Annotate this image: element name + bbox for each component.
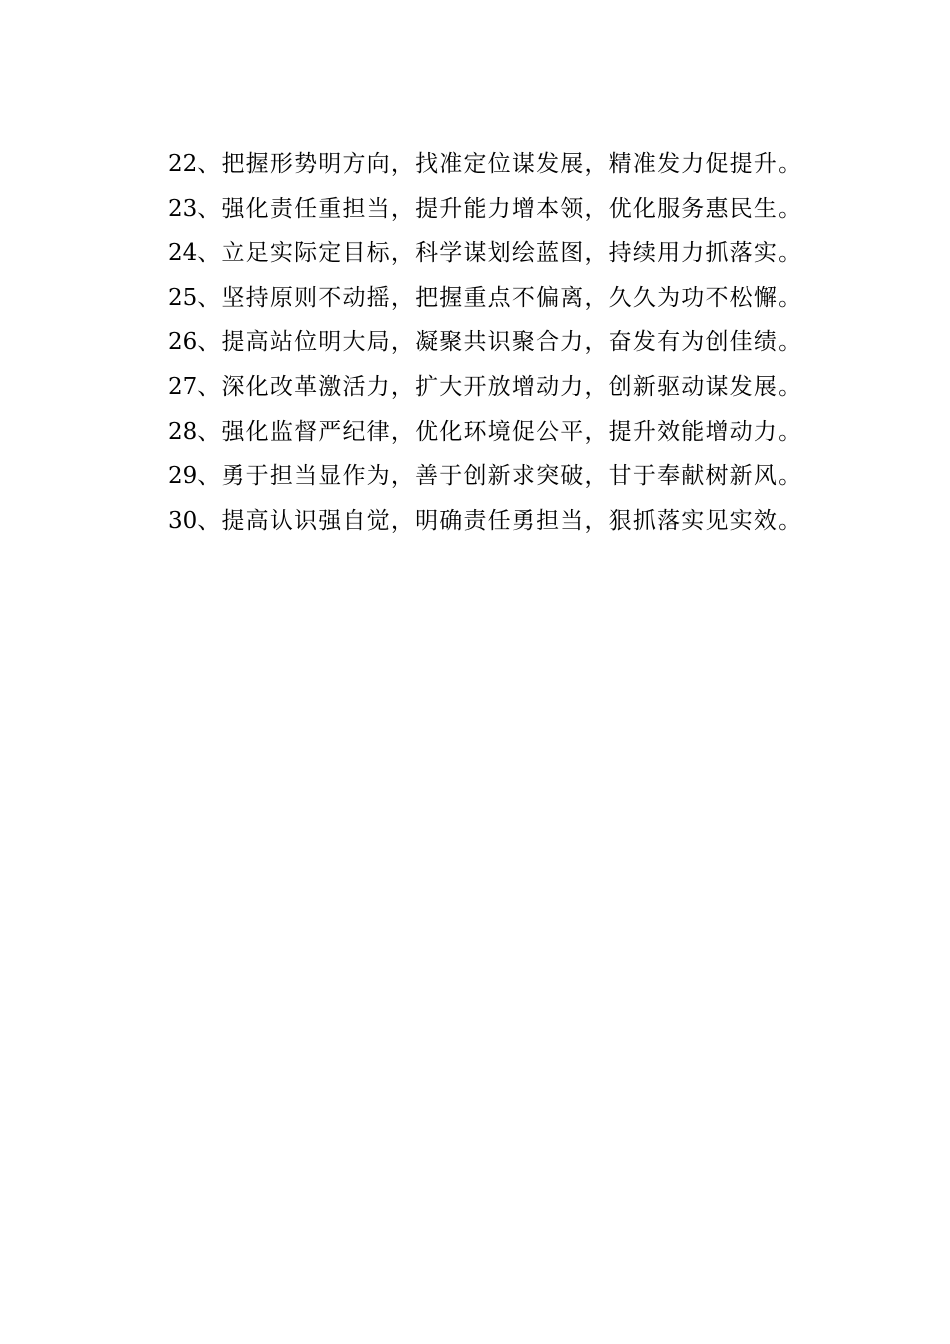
list-item — [168, 276, 848, 321]
item-text: 、勇于担当显作为，善于创新求突破，甘于奉献树新风。 — [197, 463, 803, 490]
item-text: 、坚持原则不动摇，把握重点不偏离，久久为功不松懈。 — [197, 284, 803, 311]
item-text: 、提高站位明大局，凝聚共识聚合力，奋发有为创佳绩。 — [197, 329, 803, 356]
list-item — [168, 410, 848, 455]
list-item — [168, 187, 848, 232]
item-text: 、立足实际定目标，科学谋划绘蓝图，持续用力抓落实。 — [197, 240, 803, 267]
item-number: 23 — [168, 195, 198, 222]
item-number: 25 — [168, 284, 198, 311]
item-text: 、强化监督严纪律，优化环境促公平，提升效能增动力。 — [197, 418, 803, 445]
item-text: 、把握形势明方向，找准定位谋发展，精准发力促提升。 — [197, 151, 803, 177]
list-item — [168, 499, 848, 544]
item-number: 29 — [168, 463, 198, 490]
item-number: 26 — [168, 329, 198, 356]
list-item — [168, 320, 848, 365]
list-item — [168, 231, 848, 276]
item-number: 27 — [168, 373, 198, 400]
list-item — [168, 142, 848, 187]
list-item — [168, 365, 848, 410]
list-item — [168, 454, 848, 499]
item-text: 、强化责任重担当，提升能力增本领，优化服务惠民生。 — [197, 195, 803, 222]
item-number: 30 — [168, 507, 198, 534]
item-text: 、提高认识强自觉，明确责任勇担当，狠抓落实见实效。 — [197, 507, 803, 534]
slogan-list — [168, 142, 848, 543]
item-number: 28 — [168, 418, 198, 445]
item-number: 22 — [168, 151, 198, 177]
item-number: 24 — [168, 240, 198, 267]
item-text: 、深化改革激活力，扩大开放增动力，创新驱动谋发展。 — [197, 373, 803, 400]
